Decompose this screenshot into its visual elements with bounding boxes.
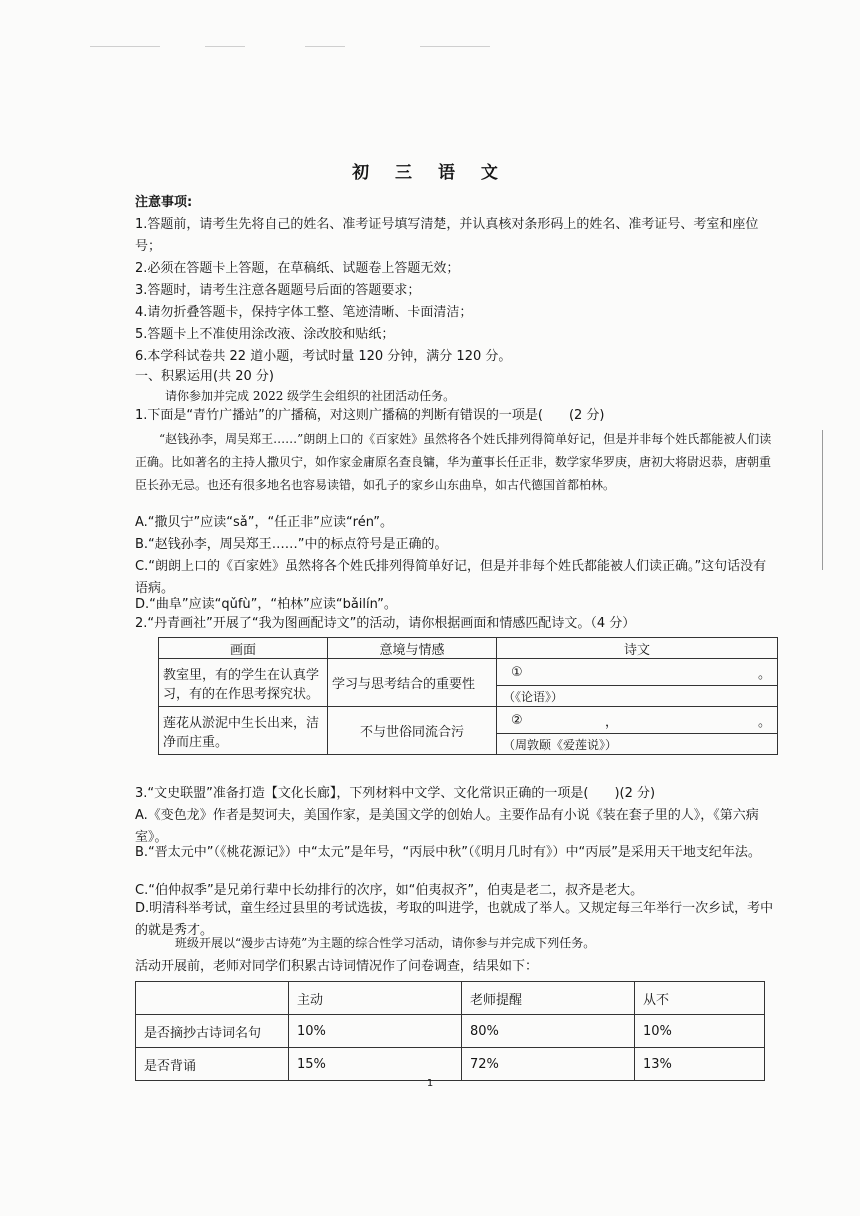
table-cell: 72%: [462, 1048, 635, 1081]
table-cell: 13%: [635, 1048, 765, 1081]
survey-intro: 活动开展前，老师对同学们积累古诗词情况作了问卷调查，结果如下：: [135, 959, 539, 974]
emotion-cell: 不与世俗同流合污: [328, 707, 497, 755]
picture-cell: 莲花从淤泥中生长出来，洁净而庄重。: [159, 707, 328, 755]
notice-item: 6.本学科试卷共 22 道小题，考试时量 120 分钟，满分 120 分。: [135, 349, 512, 364]
picture-cell: 教室里，有的学生在认真学习，有的在作思考探究状。: [159, 659, 328, 707]
survey-table: [135, 981, 765, 1081]
question-1-stem: 1.下面是“青竹广播站”的广播稿，对这则广播稿的判断有错误的一项是( (2 分): [135, 408, 605, 423]
poem-cell: [497, 659, 778, 707]
notice-item: 1.答题前，请考生先将自己的姓名、准考证号填写清楚，并认真核对条形码上的姓名、准考证号、考室和座位号；: [135, 217, 759, 254]
table-cell: 15%: [289, 1048, 462, 1081]
table-cell: 10%: [635, 1015, 765, 1048]
question-3-option-a: A.《变色龙》作者是契诃夫，美国作家，是美国文学的创始人。主要作品有小说《装在套子里的人》，《第六病室》。: [135, 808, 759, 845]
blank-number: ②: [511, 712, 523, 728]
table-header: [136, 982, 289, 1015]
blank-number: ①: [511, 664, 523, 680]
poem-source: （周敦颐《爱莲说》）: [503, 737, 618, 752]
scan-mark: [205, 46, 245, 47]
question-1-option-c: C.“朗朗上口的《百家姓》虽然将各个姓氏排列得简单好记，但是并非每个姓氏都能被人们读正确。”这句话没有语病。: [135, 559, 767, 596]
poem-source: （《论语》）: [503, 689, 564, 704]
emotion-cell: 学习与思考结合的重要性: [328, 659, 497, 707]
blank-end: 。: [757, 714, 771, 730]
notice-item: 5.答题卡上不准使用涂改液、涂改胶和贴纸；: [135, 327, 395, 342]
table-cell: 是否摘抄古诗词名句: [136, 1015, 289, 1048]
table-header: 主动: [289, 982, 462, 1015]
section-heading: 一、积累运用(共 20 分): [135, 369, 274, 384]
table-header: 画面: [159, 638, 328, 659]
table-header: 从不: [635, 982, 765, 1015]
page-title: 初 三 语 文: [352, 163, 508, 183]
question-1-option-d: D.“曲阜”应读“qǔfù”，“柏林”应读“bǎilín”。: [135, 597, 397, 612]
poem-blank[interactable]: [497, 707, 777, 734]
question-2-stem: 2.“丹青画社”开展了“我为图画配诗文”的活动，请你根据画面和情感匹配诗文。（4 分）: [135, 616, 636, 631]
table-header: 意境与情感: [328, 638, 497, 659]
notice-item: 3.答题时，请考生注意各题题号后面的答题要求；: [135, 283, 421, 298]
scan-edge-line: [822, 430, 823, 570]
scan-mark: [305, 46, 345, 47]
page-number: 1: [426, 1078, 434, 1089]
table-row: [159, 707, 778, 755]
scan-mark: [420, 46, 490, 47]
question-1-option-a: A.“撒贝宁”应读“sǎ”，“任正非”应读“rén”。: [135, 515, 394, 530]
table-row: [136, 982, 765, 1015]
table-cell: 80%: [462, 1015, 635, 1048]
table-row: [136, 1048, 765, 1081]
notice-item: 2.必须在答题卡上答题，在草稿纸、试题卷上答题无效；: [135, 261, 460, 276]
table-row: [159, 659, 778, 707]
question-3-option-c: C.“伯仲叔季”是兄弟行辈中长幼排行的次序，如“伯夷叔齐”，伯夷是老二，叔齐是老大。: [135, 883, 644, 898]
table-header: 老师提醒: [462, 982, 635, 1015]
question-1-option-b: B.“赵钱孙李，周吴郑王……”中的标点符号是正确的。: [135, 537, 448, 552]
poem-blank[interactable]: [497, 659, 777, 686]
question-3-option-b: B.“晋太元中”（《桃花源记》）中“太元”是年号，“丙辰中秋”（《明月几时有》）中“丙辰”是采用天干地支纪年法。: [135, 845, 761, 860]
notice-item: 4.请勿折叠答题卡，保持字体工整、笔迹清晰、卡面清洁；: [135, 305, 473, 320]
scan-mark: [90, 46, 160, 47]
section-intro: 请你参加并完成 2022 级学生会组织的社团活动任务。: [165, 389, 456, 403]
blank-end: 。: [757, 666, 771, 682]
poem-match-table: [158, 637, 778, 755]
activity-intro: 班级开展以“漫步古诗苑”为主题的综合性学习活动，请你参与并完成下列任务。: [175, 936, 596, 950]
table-cell: 是否背诵: [136, 1048, 289, 1081]
question-1-passage: “赵钱孙李，周吴郑王……”朗朗上口的《百家姓》虽然将各个姓氏排列得简单好记，但是并非每个姓氏都能被人们读正确。比如著名的主持人撒贝宁，如作家金庸原名查良镛，华为董事长任正非，数学家华罗庚，唐初大将尉迟恭，唐朝重臣长孙无忌。也还有很多地名也容易读错，如孔子的家乡山东曲阜，如古代德国首都柏林。: [135, 432, 772, 492]
table-cell: 10%: [289, 1015, 462, 1048]
question-3-stem: 3.“文史联盟”准备打造【文化长廊】，下列材料中文学、文化常识正确的一项是( )(2 分): [135, 786, 656, 801]
notice-heading: 注意事项:: [135, 195, 193, 210]
poem-cell: [497, 707, 778, 755]
table-header: 诗文: [497, 638, 778, 659]
blank-mid: ，: [604, 714, 618, 730]
question-3-option-d: D.明清科举考试，童生经过县里的考试选拔，考取的叫进学，也就成了举人。又规定每三年举行一次乡试，考中的就是秀才。: [135, 901, 774, 938]
table-row: [136, 1015, 765, 1048]
